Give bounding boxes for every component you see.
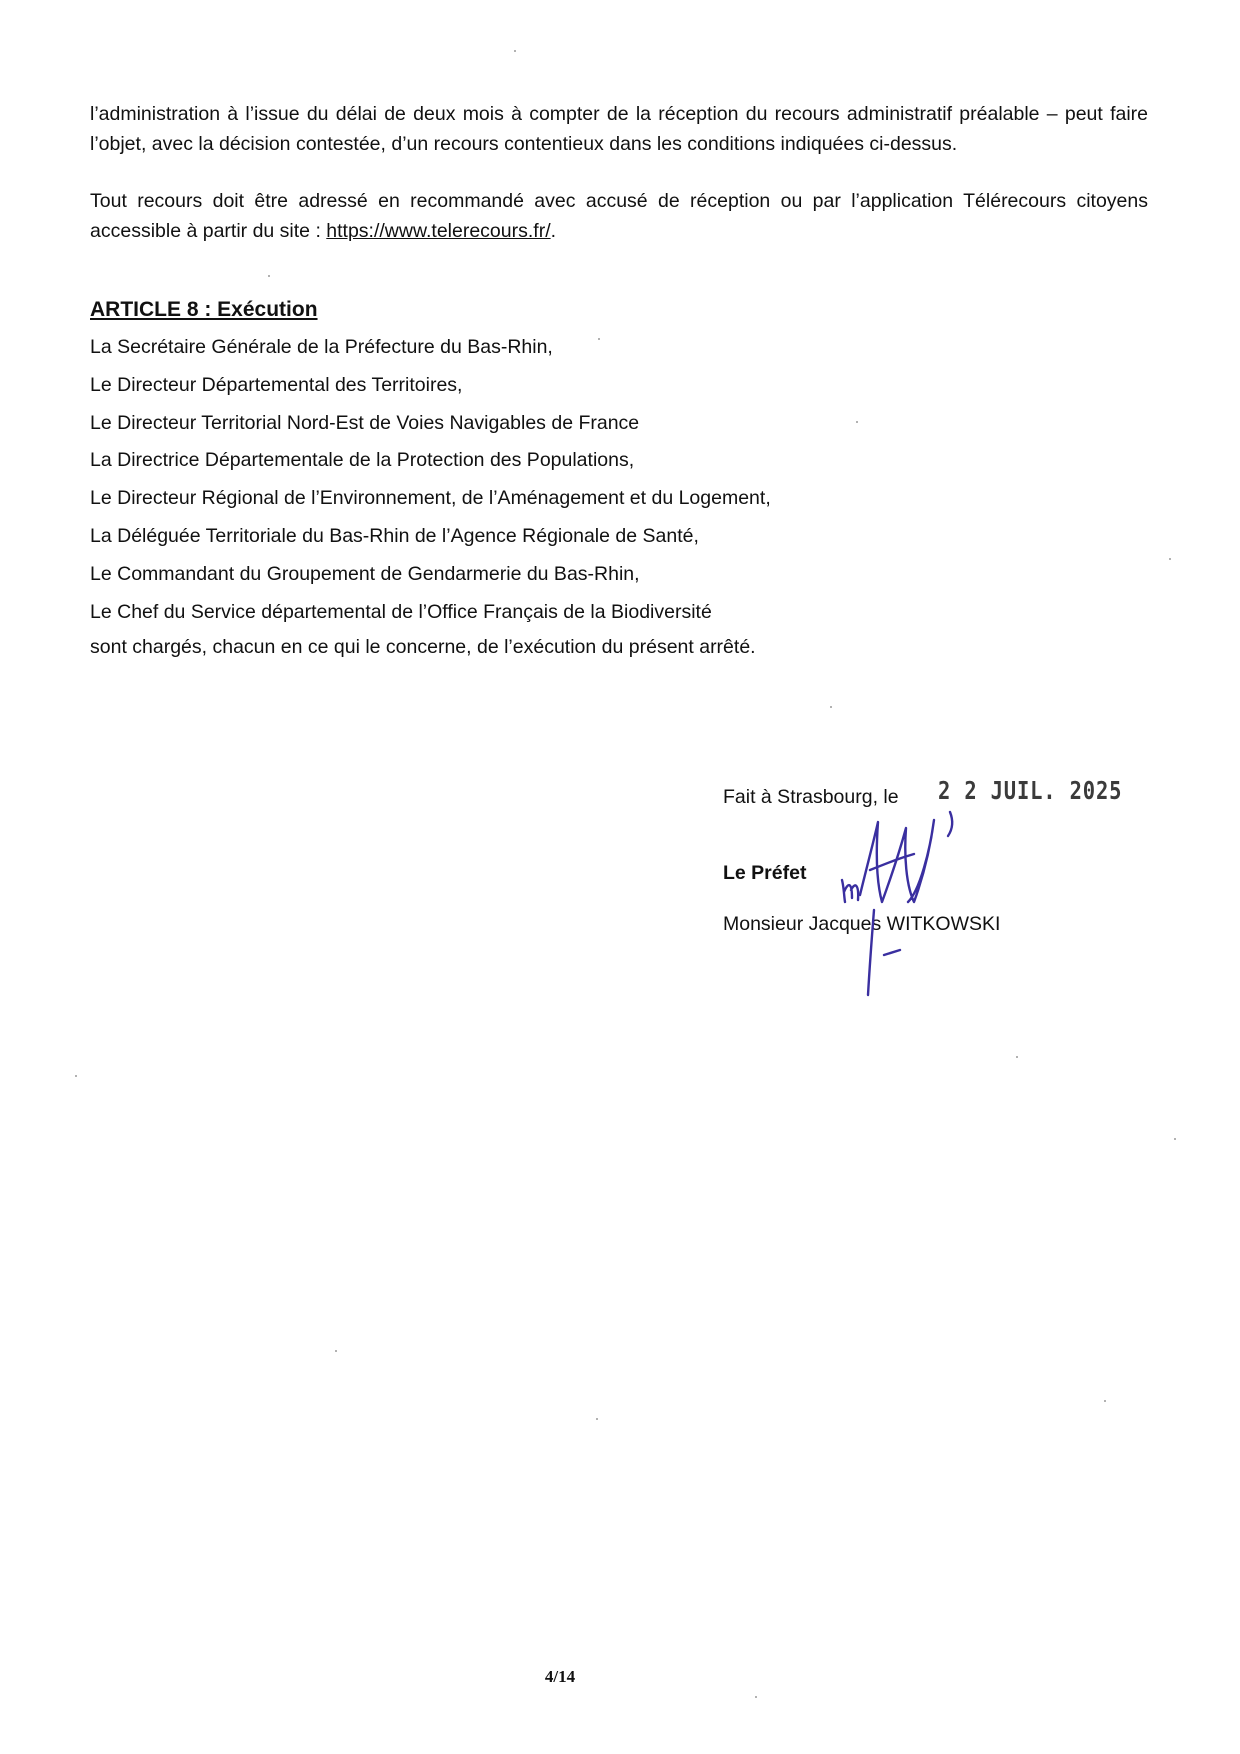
recipient-item: Le Directeur Territorial Nord-Est de Voies Navigables de France <box>90 411 640 434</box>
paragraph-telerecours <box>90 187 1148 246</box>
recipient-item: Le Commandant du Groupement de Gendarmerie du Bas-Rhin, <box>90 562 640 585</box>
scan-speck <box>1016 1056 1018 1058</box>
scan-speck <box>830 706 832 708</box>
scan-speck <box>596 1418 598 1420</box>
scan-speck <box>598 338 600 340</box>
recipient-item: La Déléguée Territoriale du Bas-Rhin de l’Agence Régionale de Santé, <box>90 524 699 547</box>
article-8-title: ARTICLE 8 : Exécution <box>90 298 318 321</box>
paragraph-telerecours-text: Tout recours doit être adressé en recommandé avec accusé de réception ou par l’application Télérecours citoyens accessible à partir du site : <box>90 190 1148 242</box>
recipient-item: La Secrétaire Générale de la Préfecture du Bas-Rhin, <box>90 336 553 358</box>
paragraph-recours-contentieux: l’administration à l’issue du délai de deux mois à compter de la réception du recours administratif préalable – peut faire l’objet, avec la décision contestée, d’un recours contentieux dans les conditions indiquées ci-dessus. <box>90 103 1148 155</box>
scan-speck <box>1174 1138 1176 1140</box>
scan-speck <box>268 275 270 277</box>
recipients-list <box>90 333 771 635</box>
signatory-title: Le Préfet <box>723 862 807 884</box>
signatory-name: Monsieur Jacques WITKOWSKI <box>723 913 1001 935</box>
date-stamp: 2 2 JUIL. 2025 <box>938 776 1123 805</box>
scan-speck <box>335 1350 337 1352</box>
execution-closing-sentence: sont chargés, chacun en ce qui le concerne, de l’exécution du présent arrêté. <box>90 636 756 658</box>
handwritten-signature <box>830 810 980 1010</box>
page-number: 4/14 <box>544 1667 576 1686</box>
scan-speck <box>856 421 858 423</box>
scan-speck <box>75 1075 77 1077</box>
recipient-item: La Directrice Départementale de la Protection des Populations, <box>90 449 635 472</box>
scan-speck <box>755 1696 757 1698</box>
recipient-item: Le Directeur Départemental des Territoires, <box>90 373 463 396</box>
telerecours-link[interactable]: https://www.telerecours.fr/ <box>326 219 551 242</box>
paragraph-telerecours-end: . <box>550 219 557 242</box>
recipient-item: Le Directeur Régional de l’Environnement, de l’Aménagement et du Logement, <box>90 487 771 510</box>
recipient-item: Le Chef du Service départemental de l’Office Français de la Biodiversité <box>90 600 712 623</box>
scan-speck <box>514 50 516 52</box>
scan-speck <box>1169 558 1171 560</box>
scan-speck <box>1104 1400 1106 1402</box>
signature-place: Fait à Strasbourg, le <box>723 786 899 808</box>
